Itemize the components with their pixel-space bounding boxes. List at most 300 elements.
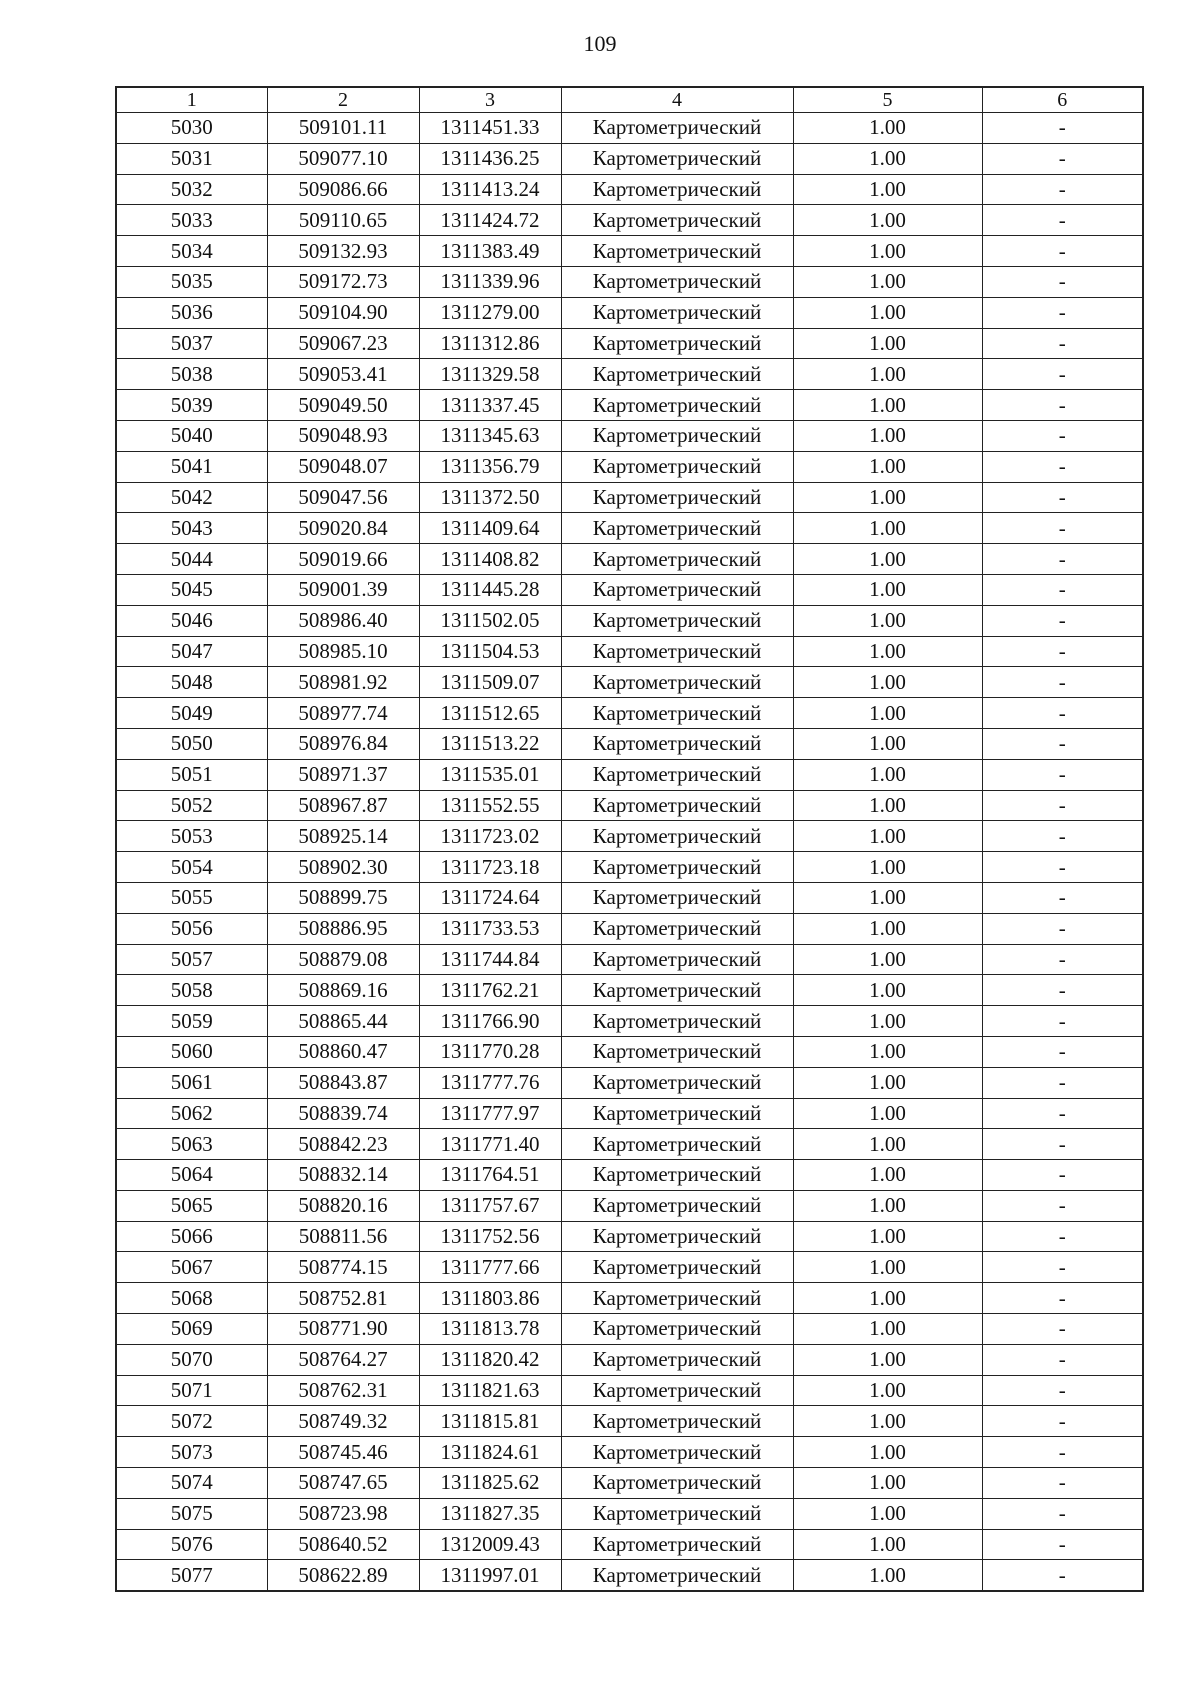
- table-row: [116, 1036, 1143, 1067]
- method-cell: Картометрический: [561, 451, 793, 482]
- x-coordinate-cell: 508986.40: [267, 605, 419, 636]
- point-number-cell: 5038: [116, 359, 267, 390]
- y-coordinate-cell: 1311825.62: [419, 1468, 561, 1499]
- accuracy-cell: 1.00: [793, 728, 982, 759]
- point-number-cell: 5066: [116, 1221, 267, 1252]
- method-cell: Картометрический: [561, 174, 793, 205]
- y-coordinate-cell: 1311997.01: [419, 1560, 561, 1591]
- description-cell: -: [982, 1006, 1143, 1037]
- coordinates-table: [115, 86, 1144, 1592]
- accuracy-cell: 1.00: [793, 1437, 982, 1468]
- y-coordinate-cell: 1311436.25: [419, 143, 561, 174]
- method-cell: Картометрический: [561, 1375, 793, 1406]
- point-number-cell: 5043: [116, 513, 267, 544]
- accuracy-cell: 1.00: [793, 420, 982, 451]
- method-cell: Картометрический: [561, 1314, 793, 1345]
- method-cell: Картометрический: [561, 944, 793, 975]
- point-number-cell: 5064: [116, 1160, 267, 1191]
- x-coordinate-cell: 509067.23: [267, 328, 419, 359]
- table-row: [116, 913, 1143, 944]
- point-number-cell: 5044: [116, 544, 267, 575]
- accuracy-cell: 1.00: [793, 944, 982, 975]
- y-coordinate-cell: 1311771.40: [419, 1129, 561, 1160]
- page-number: 109: [583, 31, 617, 56]
- method-cell: Картометрический: [561, 821, 793, 852]
- method-cell: Картометрический: [561, 390, 793, 421]
- point-number-cell: 5050: [116, 728, 267, 759]
- accuracy-cell: 1.00: [793, 1129, 982, 1160]
- point-number-cell: 5051: [116, 759, 267, 790]
- y-coordinate-cell: 1311451.33: [419, 113, 561, 144]
- y-coordinate-cell: 1311312.86: [419, 328, 561, 359]
- accuracy-cell: 1.00: [793, 1529, 982, 1560]
- table-row: [116, 1129, 1143, 1160]
- accuracy-cell: 1.00: [793, 759, 982, 790]
- description-cell: -: [982, 1560, 1143, 1591]
- table-row: [116, 205, 1143, 236]
- table-row: [116, 821, 1143, 852]
- y-coordinate-cell: 1311372.50: [419, 482, 561, 513]
- table-row: [116, 759, 1143, 790]
- method-cell: Картометрический: [561, 605, 793, 636]
- y-coordinate-cell: 1311535.01: [419, 759, 561, 790]
- x-coordinate-cell: 508747.65: [267, 1468, 419, 1499]
- method-cell: Картометрический: [561, 420, 793, 451]
- table-row: [116, 1560, 1143, 1591]
- point-number-cell: 5062: [116, 1098, 267, 1129]
- accuracy-cell: 1.00: [793, 482, 982, 513]
- y-coordinate-cell: 1311723.02: [419, 821, 561, 852]
- x-coordinate-cell: 509172.73: [267, 266, 419, 297]
- description-cell: -: [982, 297, 1143, 328]
- method-cell: Картометрический: [561, 975, 793, 1006]
- method-cell: Картометрический: [561, 1283, 793, 1314]
- y-coordinate-cell: 1312009.43: [419, 1529, 561, 1560]
- table-row: [116, 605, 1143, 636]
- x-coordinate-cell: 508811.56: [267, 1221, 419, 1252]
- table-row: [116, 1468, 1143, 1499]
- description-cell: -: [982, 174, 1143, 205]
- method-cell: Картометрический: [561, 266, 793, 297]
- method-cell: Картометрический: [561, 205, 793, 236]
- y-coordinate-cell: 1311762.21: [419, 975, 561, 1006]
- method-cell: Картометрический: [561, 1006, 793, 1037]
- accuracy-cell: 1.00: [793, 1283, 982, 1314]
- point-number-cell: 5077: [116, 1560, 267, 1591]
- accuracy-cell: 1.00: [793, 359, 982, 390]
- y-coordinate-cell: 1311504.53: [419, 636, 561, 667]
- accuracy-cell: 1.00: [793, 1221, 982, 1252]
- x-coordinate-cell: 508839.74: [267, 1098, 419, 1129]
- x-coordinate-cell: 509001.39: [267, 574, 419, 605]
- y-coordinate-cell: 1311445.28: [419, 574, 561, 605]
- x-coordinate-cell: 509101.11: [267, 113, 419, 144]
- description-cell: -: [982, 574, 1143, 605]
- description-cell: -: [982, 1098, 1143, 1129]
- description-cell: -: [982, 698, 1143, 729]
- y-coordinate-cell: 1311803.86: [419, 1283, 561, 1314]
- table-header: [116, 87, 1143, 113]
- accuracy-cell: 1.00: [793, 1006, 982, 1037]
- y-coordinate-cell: 1311502.05: [419, 605, 561, 636]
- description-cell: -: [982, 913, 1143, 944]
- accuracy-cell: 1.00: [793, 1067, 982, 1098]
- point-number-cell: 5042: [116, 482, 267, 513]
- description-cell: -: [982, 544, 1143, 575]
- y-coordinate-cell: 1311339.96: [419, 266, 561, 297]
- y-coordinate-cell: 1311552.55: [419, 790, 561, 821]
- accuracy-cell: 1.00: [793, 113, 982, 144]
- accuracy-cell: 1.00: [793, 790, 982, 821]
- description-cell: -: [982, 1375, 1143, 1406]
- point-number-cell: 5076: [116, 1529, 267, 1560]
- method-cell: Картометрический: [561, 1098, 793, 1129]
- accuracy-cell: 1.00: [793, 451, 982, 482]
- description-cell: -: [982, 1067, 1143, 1098]
- description-cell: -: [982, 205, 1143, 236]
- y-coordinate-cell: 1311777.76: [419, 1067, 561, 1098]
- point-number-cell: 5036: [116, 297, 267, 328]
- y-coordinate-cell: 1311509.07: [419, 667, 561, 698]
- method-cell: Картометрический: [561, 1406, 793, 1437]
- x-coordinate-cell: 508971.37: [267, 759, 419, 790]
- point-number-cell: 5056: [116, 913, 267, 944]
- description-cell: -: [982, 1252, 1143, 1283]
- x-coordinate-cell: 508640.52: [267, 1529, 419, 1560]
- x-coordinate-cell: 509104.90: [267, 297, 419, 328]
- x-coordinate-cell: 508843.87: [267, 1067, 419, 1098]
- method-cell: Картометрический: [561, 636, 793, 667]
- method-cell: Картометрический: [561, 1437, 793, 1468]
- method-cell: Картометрический: [561, 1221, 793, 1252]
- method-cell: Картометрический: [561, 1160, 793, 1191]
- point-number-cell: 5073: [116, 1437, 267, 1468]
- table-row: [116, 574, 1143, 605]
- x-coordinate-cell: 508925.14: [267, 821, 419, 852]
- method-cell: Картометрический: [561, 1036, 793, 1067]
- y-coordinate-cell: 1311752.56: [419, 1221, 561, 1252]
- description-cell: -: [982, 944, 1143, 975]
- y-coordinate-cell: 1311777.66: [419, 1252, 561, 1283]
- table-row: [116, 852, 1143, 883]
- x-coordinate-cell: 508764.27: [267, 1344, 419, 1375]
- column-header-1: 1: [116, 87, 267, 113]
- accuracy-cell: 1.00: [793, 1160, 982, 1191]
- table-row: [116, 1283, 1143, 1314]
- table-row: [116, 1006, 1143, 1037]
- x-coordinate-cell: 508622.89: [267, 1560, 419, 1591]
- x-coordinate-cell: 509020.84: [267, 513, 419, 544]
- x-coordinate-cell: 509048.93: [267, 420, 419, 451]
- point-number-cell: 5060: [116, 1036, 267, 1067]
- y-coordinate-cell: 1311409.64: [419, 513, 561, 544]
- y-coordinate-cell: 1311777.97: [419, 1098, 561, 1129]
- description-cell: -: [982, 1129, 1143, 1160]
- table-row: [116, 1314, 1143, 1345]
- method-cell: Картометрический: [561, 1498, 793, 1529]
- method-cell: Картометрический: [561, 790, 793, 821]
- table-row: [116, 1190, 1143, 1221]
- description-cell: -: [982, 451, 1143, 482]
- accuracy-cell: 1.00: [793, 513, 982, 544]
- table-row: [116, 1160, 1143, 1191]
- table-row: [116, 1252, 1143, 1283]
- method-cell: Картометрический: [561, 513, 793, 544]
- accuracy-cell: 1.00: [793, 297, 982, 328]
- y-coordinate-cell: 1311813.78: [419, 1314, 561, 1345]
- accuracy-cell: 1.00: [793, 236, 982, 267]
- method-cell: Картометрический: [561, 297, 793, 328]
- accuracy-cell: 1.00: [793, 1375, 982, 1406]
- y-coordinate-cell: 1311821.63: [419, 1375, 561, 1406]
- accuracy-cell: 1.00: [793, 913, 982, 944]
- point-number-cell: 5053: [116, 821, 267, 852]
- point-number-cell: 5071: [116, 1375, 267, 1406]
- x-coordinate-cell: 508745.46: [267, 1437, 419, 1468]
- point-number-cell: 5047: [116, 636, 267, 667]
- description-cell: -: [982, 821, 1143, 852]
- table-row: [116, 451, 1143, 482]
- description-cell: -: [982, 143, 1143, 174]
- table-row: [116, 1344, 1143, 1375]
- x-coordinate-cell: 508752.81: [267, 1283, 419, 1314]
- description-cell: -: [982, 236, 1143, 267]
- table-row: [116, 698, 1143, 729]
- description-cell: -: [982, 852, 1143, 883]
- table-row: [116, 1221, 1143, 1252]
- method-cell: Картометрический: [561, 574, 793, 605]
- x-coordinate-cell: 508771.90: [267, 1314, 419, 1345]
- point-number-cell: 5032: [116, 174, 267, 205]
- table-row: [116, 143, 1143, 174]
- point-number-cell: 5072: [116, 1406, 267, 1437]
- point-number-cell: 5030: [116, 113, 267, 144]
- accuracy-cell: 1.00: [793, 636, 982, 667]
- x-coordinate-cell: 509049.50: [267, 390, 419, 421]
- table-row: [116, 359, 1143, 390]
- point-number-cell: 5058: [116, 975, 267, 1006]
- point-number-cell: 5061: [116, 1067, 267, 1098]
- point-number-cell: 5034: [116, 236, 267, 267]
- table-row: [116, 297, 1143, 328]
- point-number-cell: 5039: [116, 390, 267, 421]
- accuracy-cell: 1.00: [793, 1468, 982, 1499]
- table-row: [116, 513, 1143, 544]
- y-coordinate-cell: 1311383.49: [419, 236, 561, 267]
- x-coordinate-cell: 508879.08: [267, 944, 419, 975]
- description-cell: -: [982, 1406, 1143, 1437]
- description-cell: -: [982, 759, 1143, 790]
- description-cell: -: [982, 1221, 1143, 1252]
- table-row: [116, 390, 1143, 421]
- table-row: [116, 636, 1143, 667]
- description-cell: -: [982, 482, 1143, 513]
- y-coordinate-cell: 1311827.35: [419, 1498, 561, 1529]
- method-cell: Картометрический: [561, 1529, 793, 1560]
- y-coordinate-cell: 1311820.42: [419, 1344, 561, 1375]
- point-number-cell: 5037: [116, 328, 267, 359]
- method-cell: Картометрический: [561, 852, 793, 883]
- x-coordinate-cell: 509077.10: [267, 143, 419, 174]
- method-cell: Картометрический: [561, 236, 793, 267]
- method-cell: Картометрический: [561, 1560, 793, 1591]
- accuracy-cell: 1.00: [793, 882, 982, 913]
- point-number-cell: 5054: [116, 852, 267, 883]
- y-coordinate-cell: 1311512.65: [419, 698, 561, 729]
- point-number-cell: 5052: [116, 790, 267, 821]
- point-number-cell: 5067: [116, 1252, 267, 1283]
- point-number-cell: 5068: [116, 1283, 267, 1314]
- table-row: [116, 113, 1143, 144]
- method-cell: Картометрический: [561, 759, 793, 790]
- point-number-cell: 5046: [116, 605, 267, 636]
- description-cell: -: [982, 420, 1143, 451]
- table-row: [116, 1098, 1143, 1129]
- method-cell: Картометрический: [561, 667, 793, 698]
- accuracy-cell: 1.00: [793, 1314, 982, 1345]
- point-number-cell: 5075: [116, 1498, 267, 1529]
- table-row: [116, 975, 1143, 1006]
- table-row: [116, 667, 1143, 698]
- description-cell: -: [982, 728, 1143, 759]
- method-cell: Картометрический: [561, 1190, 793, 1221]
- accuracy-cell: 1.00: [793, 1344, 982, 1375]
- description-cell: -: [982, 667, 1143, 698]
- y-coordinate-cell: 1311356.79: [419, 451, 561, 482]
- accuracy-cell: 1.00: [793, 1560, 982, 1591]
- accuracy-cell: 1.00: [793, 1098, 982, 1129]
- point-number-cell: 5070: [116, 1344, 267, 1375]
- point-number-cell: 5059: [116, 1006, 267, 1037]
- y-coordinate-cell: 1311724.64: [419, 882, 561, 913]
- table-row: [116, 266, 1143, 297]
- table-row: [116, 1498, 1143, 1529]
- point-number-cell: 5035: [116, 266, 267, 297]
- y-coordinate-cell: 1311337.45: [419, 390, 561, 421]
- table-row: [116, 1375, 1143, 1406]
- description-cell: -: [982, 1437, 1143, 1468]
- x-coordinate-cell: 508899.75: [267, 882, 419, 913]
- description-cell: -: [982, 328, 1143, 359]
- x-coordinate-cell: 509053.41: [267, 359, 419, 390]
- table-row: [116, 544, 1143, 575]
- table-row: [116, 1067, 1143, 1098]
- point-number-cell: 5063: [116, 1129, 267, 1160]
- y-coordinate-cell: 1311413.24: [419, 174, 561, 205]
- method-cell: Картометрический: [561, 728, 793, 759]
- method-cell: Картометрический: [561, 113, 793, 144]
- x-coordinate-cell: 509110.65: [267, 205, 419, 236]
- method-cell: Картометрический: [561, 1252, 793, 1283]
- accuracy-cell: 1.00: [793, 821, 982, 852]
- description-cell: -: [982, 1283, 1143, 1314]
- accuracy-cell: 1.00: [793, 1498, 982, 1529]
- y-coordinate-cell: 1311345.63: [419, 420, 561, 451]
- column-header-2: 2: [267, 87, 419, 113]
- y-coordinate-cell: 1311770.28: [419, 1036, 561, 1067]
- x-coordinate-cell: 508967.87: [267, 790, 419, 821]
- description-cell: -: [982, 1190, 1143, 1221]
- x-coordinate-cell: 509047.56: [267, 482, 419, 513]
- x-coordinate-cell: 509019.66: [267, 544, 419, 575]
- point-number-cell: 5074: [116, 1468, 267, 1499]
- y-coordinate-cell: 1311424.72: [419, 205, 561, 236]
- x-coordinate-cell: 508842.23: [267, 1129, 419, 1160]
- point-number-cell: 5057: [116, 944, 267, 975]
- x-coordinate-cell: 508820.16: [267, 1190, 419, 1221]
- x-coordinate-cell: 508832.14: [267, 1160, 419, 1191]
- column-header-5: 5: [793, 87, 982, 113]
- x-coordinate-cell: 508985.10: [267, 636, 419, 667]
- y-coordinate-cell: 1311766.90: [419, 1006, 561, 1037]
- method-cell: Картометрический: [561, 544, 793, 575]
- accuracy-cell: 1.00: [793, 574, 982, 605]
- accuracy-cell: 1.00: [793, 605, 982, 636]
- header-row: [116, 87, 1143, 113]
- table-row: [116, 482, 1143, 513]
- accuracy-cell: 1.00: [793, 1252, 982, 1283]
- x-coordinate-cell: 508749.32: [267, 1406, 419, 1437]
- description-cell: -: [982, 1160, 1143, 1191]
- method-cell: Картометрический: [561, 143, 793, 174]
- method-cell: Картометрический: [561, 1129, 793, 1160]
- x-coordinate-cell: 508762.31: [267, 1375, 419, 1406]
- x-coordinate-cell: 508977.74: [267, 698, 419, 729]
- description-cell: -: [982, 975, 1143, 1006]
- description-cell: -: [982, 266, 1143, 297]
- y-coordinate-cell: 1311513.22: [419, 728, 561, 759]
- description-cell: -: [982, 1468, 1143, 1499]
- table-row: [116, 728, 1143, 759]
- x-coordinate-cell: 509132.93: [267, 236, 419, 267]
- method-cell: Картометрический: [561, 359, 793, 390]
- y-coordinate-cell: 1311279.00: [419, 297, 561, 328]
- point-number-cell: 5031: [116, 143, 267, 174]
- table-row: [116, 944, 1143, 975]
- accuracy-cell: 1.00: [793, 667, 982, 698]
- accuracy-cell: 1.00: [793, 1406, 982, 1437]
- method-cell: Картометрический: [561, 328, 793, 359]
- table-body: [116, 113, 1143, 1592]
- accuracy-cell: 1.00: [793, 266, 982, 297]
- x-coordinate-cell: 508774.15: [267, 1252, 419, 1283]
- method-cell: Картометрический: [561, 482, 793, 513]
- accuracy-cell: 1.00: [793, 143, 982, 174]
- description-cell: -: [982, 1036, 1143, 1067]
- accuracy-cell: 1.00: [793, 852, 982, 883]
- column-header-6: 6: [982, 87, 1143, 113]
- point-number-cell: 5048: [116, 667, 267, 698]
- table-row: [116, 790, 1143, 821]
- point-number-cell: 5045: [116, 574, 267, 605]
- point-number-cell: 5069: [116, 1314, 267, 1345]
- x-coordinate-cell: 508869.16: [267, 975, 419, 1006]
- method-cell: Картометрический: [561, 1344, 793, 1375]
- table-row: [116, 328, 1143, 359]
- method-cell: Картометрический: [561, 698, 793, 729]
- description-cell: -: [982, 1344, 1143, 1375]
- point-number-cell: 5041: [116, 451, 267, 482]
- method-cell: Картометрический: [561, 1468, 793, 1499]
- x-coordinate-cell: 508723.98: [267, 1498, 419, 1529]
- y-coordinate-cell: 1311723.18: [419, 852, 561, 883]
- column-header-3: 3: [419, 87, 561, 113]
- table-row: [116, 420, 1143, 451]
- accuracy-cell: 1.00: [793, 698, 982, 729]
- y-coordinate-cell: 1311757.67: [419, 1190, 561, 1221]
- accuracy-cell: 1.00: [793, 174, 982, 205]
- y-coordinate-cell: 1311824.61: [419, 1437, 561, 1468]
